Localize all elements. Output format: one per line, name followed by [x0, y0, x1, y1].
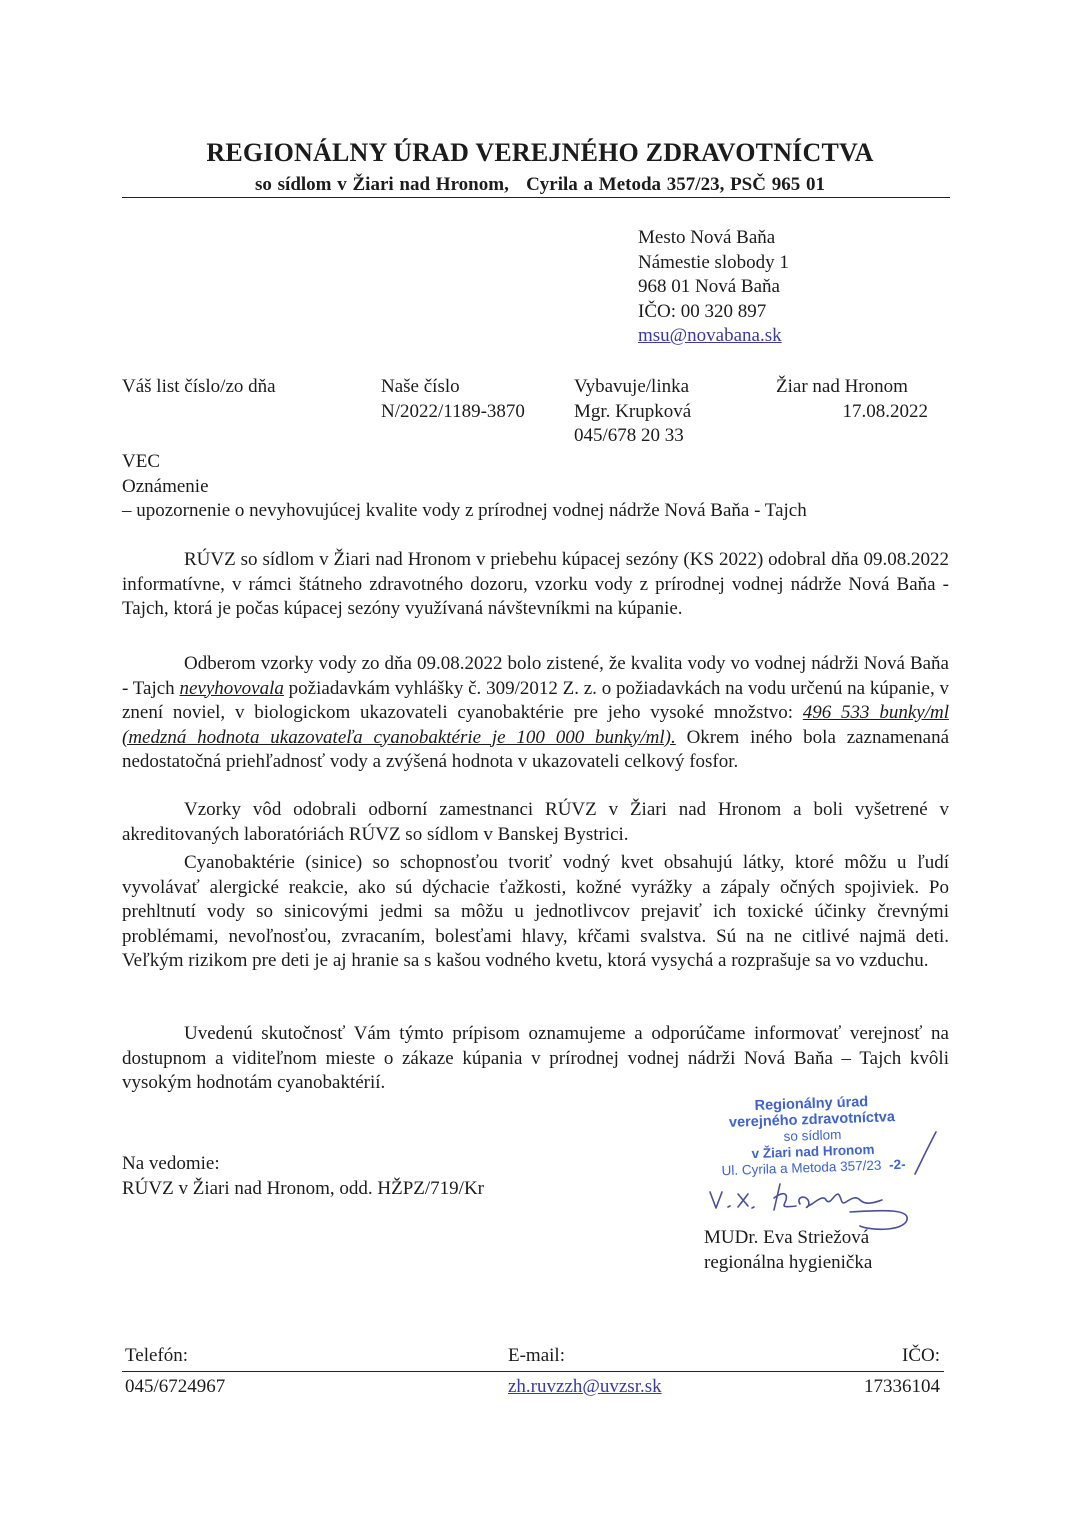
- signature-icon: [700, 1122, 940, 1232]
- subject-description: – upozornenie o nevyhovujúcej kvalite vody z prírodnej vodnej nádrže Nová Baňa - Tajch: [122, 500, 807, 521]
- footer-ico-value: 17336104: [864, 1376, 940, 1397]
- office-address: so sídlom v Žiari nad Hronom, Cyrila a Metoda 357/23, PSČ 965 01: [255, 174, 825, 195]
- ref-handled-by: [574, 375, 691, 449]
- paragraph-sampling: RÚVZ so sídlom v Žiari nad Hronom v priebehu kúpacej sezóny (KS 2022) odobral dňa 09.08.2022 informatívne, v rámci štátneho zdravotného dozoru, vzorku vody z prírodnej vodnej nádrže Nová Baňa - Tajch, ktorá je počas kúpacej sezóny využívaná návštevníkmi na kúpanie.: [122, 549, 949, 619]
- office-title: REGIONÁLNY ÚRAD VEREJNÉHO ZDRAVOTNÍCTVA: [206, 138, 874, 167]
- subject-label: VEC: [122, 451, 160, 472]
- footer-phone-label: Telefón:: [125, 1345, 189, 1366]
- footer-email-link[interactable]: zh.ruvzzh@uvzsr.sk: [508, 1376, 662, 1397]
- ref-our-number: [381, 375, 525, 424]
- subject-block: [122, 450, 807, 524]
- ref-date: 17.08.2022: [842, 400, 928, 422]
- result-cyanobacteria-value: 496 533 bunky/ml (medzná hodnota ukazovateľa cyanobaktérie je 100 000 bunky/ml).: [122, 702, 949, 748]
- paragraph-health-risk: Cyanobaktérie (sinice) so schopnosťou tvoriť vodný kvet obsahujú látky, ktoré môžu u ľudí vyvolávať alergické reakcie, ako sú dýchacie ťažkosti, kožné vyrážky a zápaly očných spojiviek. Po prehltnutí vody so sinicovými jedmi sa môžu u jednotlivcov prejaviť ich toxické účinky črevnými problémami, nevoľnosťou, zvracaním, bolesťami hlavy, kŕčami svalstva. Sú na ne citlivé najmä deti. Veľkým rizikom pre deti je aj hranie sa s kašou vodného kvetu, ktorá vysychá a rozprašuje sa vo vzduchu.: [122, 852, 949, 971]
- ref-your-letter-label: Váš list číslo/zo dňa: [122, 376, 276, 397]
- paragraph-findings: Odberom vzorky vody zo dňa 09.08.2022 bolo zistené, že kvalita vody vo vodnej nádrži Nová Baňa - Tajch nevyhovovala požiadavkám vyhlášky č. 309/2012 Z. z. o požiadavkách na vodu určenú na kúpanie, v znení noviel, v biologickom ukazovateli cyanobaktérie pre jeho vysoké množstvo: 496 533 bunky/ml (medzná hodnota ukazovateľa cyanobaktérie je 100 000 bunky/ml). Okrem iného bola zaznamenaná nedostatočná priehľadnosť vody a zvýšená hodnota v ukazovateli celkový fosfor.: [122, 653, 949, 772]
- ref-place: Žiar nad Hronom: [776, 376, 908, 397]
- recipient-city: 968 01 Nová Baňa: [638, 276, 780, 297]
- ref-handled-by-label: Vybavuje/linka: [574, 376, 690, 397]
- footer-email-label: E-mail:: [508, 1345, 565, 1366]
- ref-our-number-label: Naše číslo: [381, 376, 460, 397]
- notice-label: Na vedomie:: [122, 1153, 220, 1174]
- recipient-name: Mesto Nová Baňa: [638, 227, 776, 248]
- footer-ico-label: IČO:: [902, 1345, 940, 1366]
- paragraph-recommendation: Uvedenú skutočnosť Vám týmto prípisom oznamujeme a odporúčame informovať verejnosť na dostupnom a viditeľnom mieste o zákaze kúpania v prírodnej vodnej nádrži Nová Baňa – Tajch kvôli vysokým hodnotám cyanobaktérií.: [122, 1023, 949, 1093]
- notice-value: RÚVZ v Žiari nad Hronom, odd. HŽPZ/719/Kr: [122, 1177, 485, 1199]
- ref-handled-by-name: Mgr. Krupková: [574, 400, 692, 422]
- signer-name: MUDr. Eva Striežová: [704, 1227, 870, 1248]
- signer-role: regionálna hygienička: [704, 1252, 873, 1273]
- recipient-address: [638, 226, 789, 349]
- signer-block: [704, 1225, 872, 1275]
- result-nonconforming: nevyhovovala: [179, 677, 284, 699]
- official-stamp: Regionálny úrad verejného zdravotníctva so sídlom v Žiari nad Hronom Ul. Cyrila a Metoda 357/23 -2-: [721, 1094, 906, 1179]
- header-divider: [122, 197, 950, 198]
- recipient-email-link[interactable]: msu@novabana.sk: [638, 325, 782, 346]
- subject-title: Oznámenie: [122, 475, 209, 497]
- notice-block: [122, 1152, 484, 1201]
- ref-your-letter: [122, 375, 276, 400]
- recipient-ico: IČO: 00 320 897: [638, 300, 767, 322]
- ref-place-date: [776, 375, 928, 424]
- footer-phone-value: 045/6724967: [125, 1376, 226, 1397]
- ref-our-number-value: N/2022/1189-3870: [381, 400, 525, 422]
- ref-handled-by-phone: 045/678 20 33: [574, 425, 684, 446]
- paragraph-laboratory: Vzorky vôd odobrali odborní zamestnanci RÚVZ v Žiari nad Hronom a boli vyšetrené v akreditovaných laboratóriách RÚVZ so sídlom v Banskej Bystrici.: [122, 799, 949, 845]
- recipient-street: Námestie slobody 1: [638, 251, 789, 273]
- footer-divider: [122, 1371, 944, 1372]
